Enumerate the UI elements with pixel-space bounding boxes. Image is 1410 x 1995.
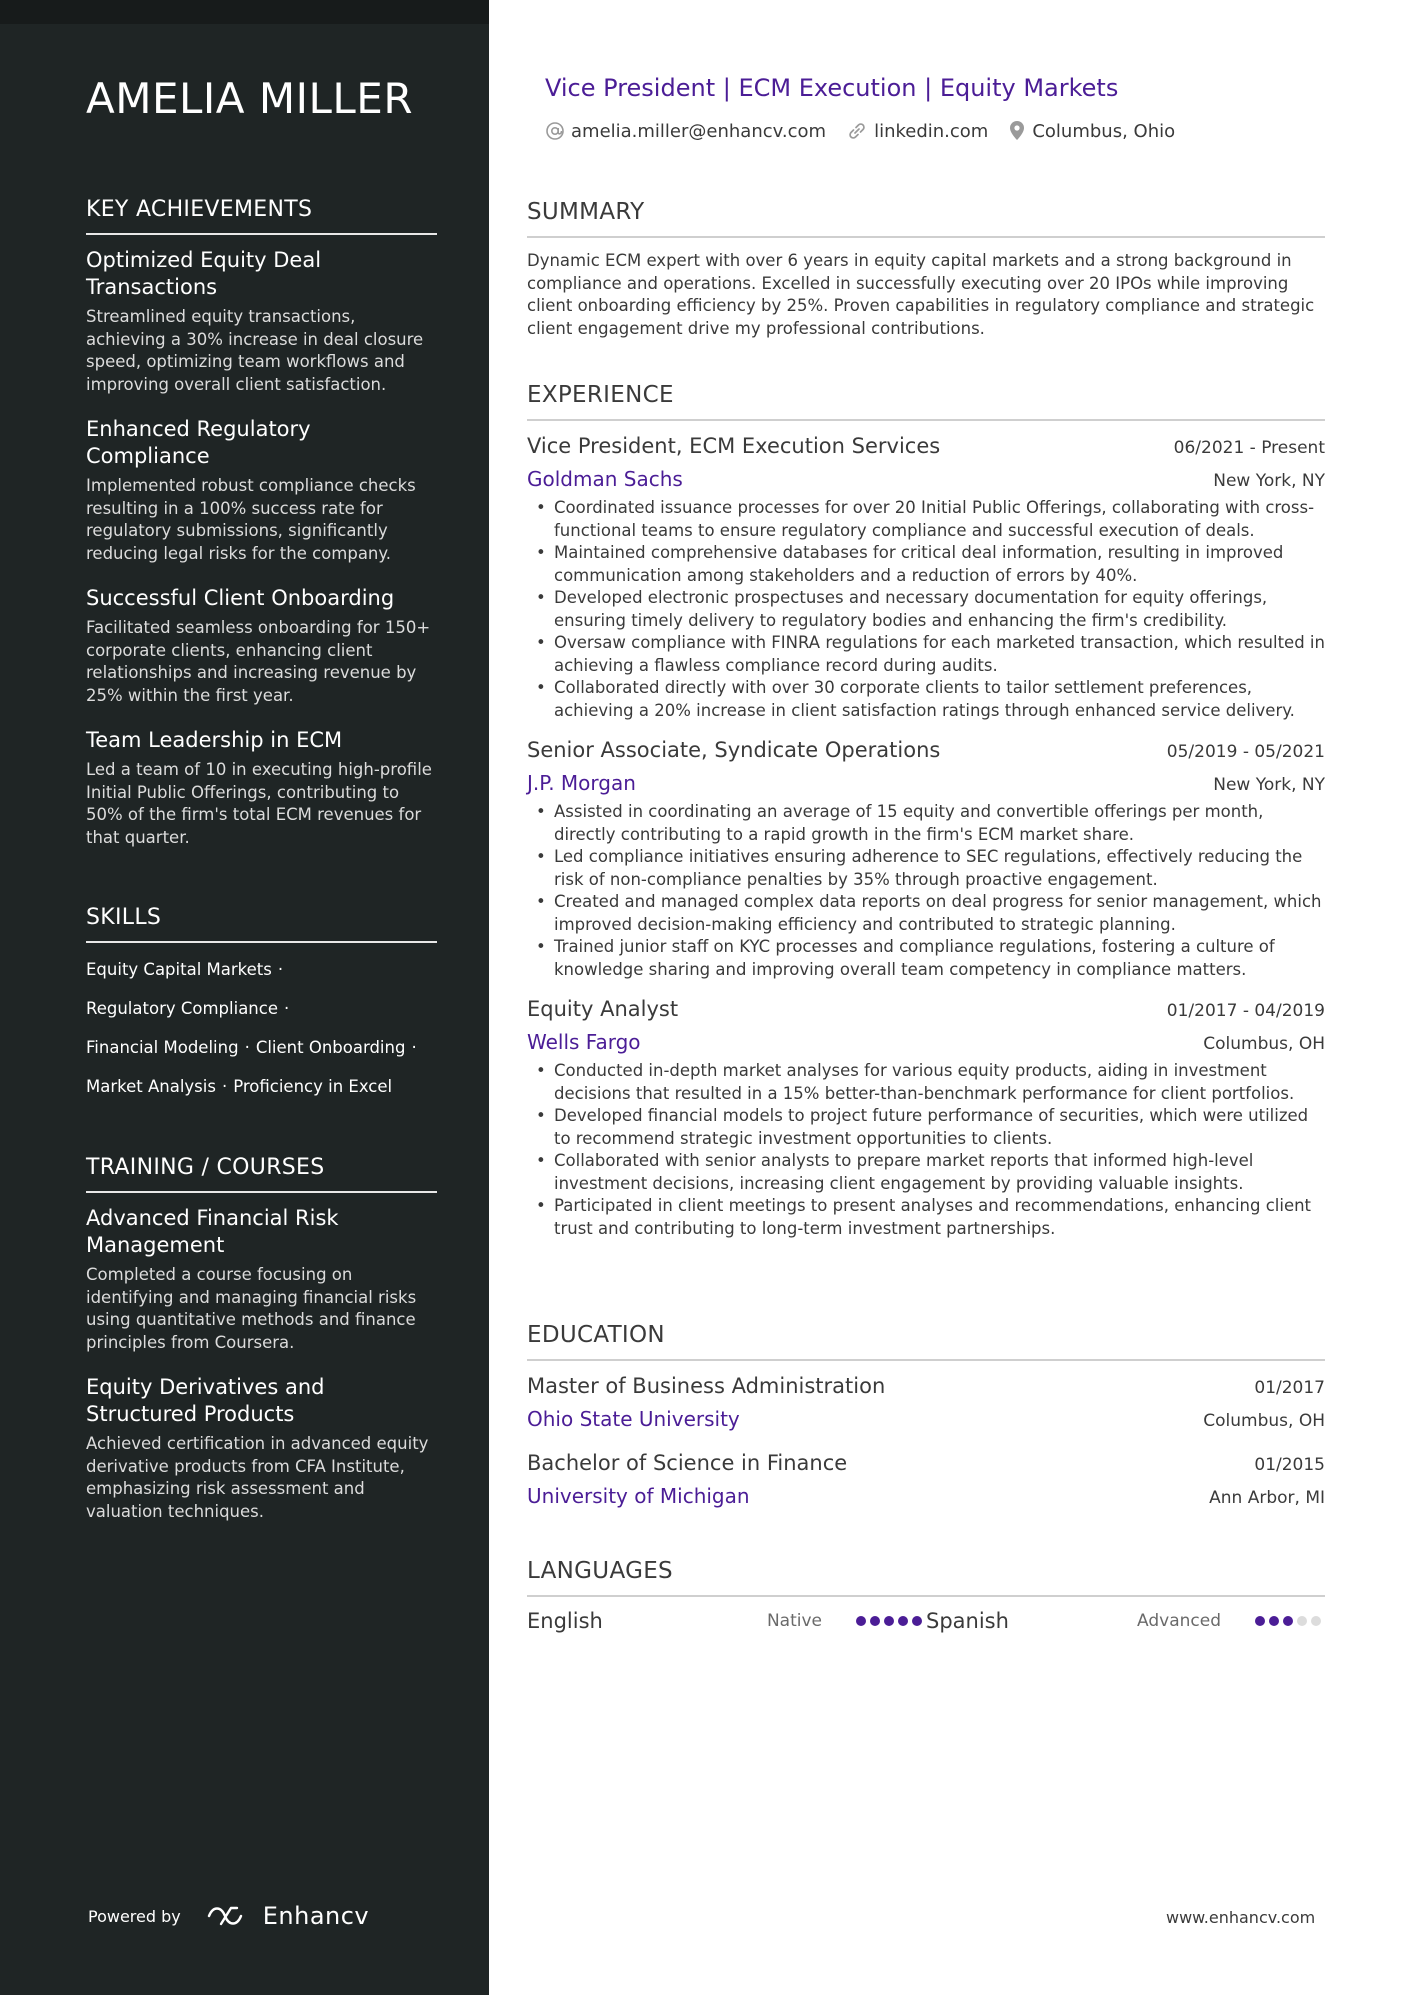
enhancv-logo-text: Enhancv <box>262 1902 370 1930</box>
education-entry <box>527 1374 1325 1431</box>
languages-section <box>527 1558 1325 1633</box>
candidate-name: AMELIA MILLER <box>86 74 414 123</box>
languages-list <box>527 1609 1325 1633</box>
language-name: English <box>527 1609 603 1633</box>
job-entry <box>527 738 1325 981</box>
skill-tag: Financial Modeling <box>86 1038 239 1057</box>
bullet-item: • Developed electronic prospectuses and necessary documentation for equity offerings, ensuring timely delivery to regulatory bodies and enhancing the firm's credibility. <box>527 587 1325 632</box>
rating-dot-empty <box>1311 1616 1321 1626</box>
bullet-item: • Created and managed complex data reports on deal progress for senior management, which improved decision-making efficiency and contributed to strategic planning. <box>527 891 1325 936</box>
powered-by <box>88 1902 369 1930</box>
rating-dot-filled <box>1255 1616 1265 1626</box>
achievement-description: Implemented robust compliance checks resulting in a 100% success rate for regulatory submissions, significantly reducing legal risks for the company. <box>86 476 416 563</box>
skill-separator: · <box>221 1077 228 1096</box>
job-bullets <box>527 1060 1325 1240</box>
achievement-title: Successful Client Onboarding <box>86 586 395 610</box>
language-rating <box>1255 1616 1325 1626</box>
achievement-item <box>86 727 437 849</box>
bullet-item: • Developed financial models to project future performance of securities, which were utilized to recommend strategic investment opportunities to clients. <box>527 1105 1325 1150</box>
website-link[interactable]: www.enhancv.com <box>1166 1908 1316 1927</box>
job-company: J.P. Morgan <box>527 771 636 795</box>
education-entry <box>527 1451 1325 1508</box>
section-heading: EDUCATION <box>527 1322 1325 1361</box>
rating-dot-empty <box>1297 1616 1307 1626</box>
skills-list <box>86 959 437 1115</box>
training-item <box>86 1374 437 1523</box>
job-company: Wells Fargo <box>527 1030 641 1054</box>
skills-section <box>86 905 437 1115</box>
powered-by-label: Powered by <box>88 1906 181 1926</box>
linkedin-text: linkedin.com <box>874 120 989 142</box>
bullet-item: • Coordinated issuance processes for over 20 Initial Public Offerings, collaborating with cross-functional teams to ensure regulatory compliance and successful execution of deals. <box>527 497 1325 542</box>
job-dates: 01/2017 - 04/2019 <box>1166 1001 1325 1021</box>
graduation-date: 01/2015 <box>1254 1455 1325 1475</box>
experience-section <box>527 382 1325 1240</box>
education-section <box>527 1322 1325 1508</box>
job-role: Vice President, ECM Execution Services <box>527 434 941 458</box>
bullet-item: • Maintained comprehensive databases for critical deal information, resulting in improved communication among stakeholders and a reduction of errors by 40%. <box>527 542 1325 587</box>
skill-row <box>86 1037 437 1076</box>
bullet-item: • Collaborated with senior analysts to prepare market reports that informed high-level investment decisions, increasing client engagement by providing valuable insights. <box>527 1150 1325 1195</box>
job-location: New York, NY <box>1213 775 1325 795</box>
bullet-item: • Led compliance initiatives ensuring adherence to SEC regulations, effectively reducing the risk of non-compliance penalties by 35% through proactive engagement. <box>527 846 1325 891</box>
achievement-title: Optimized Equity Deal Transactions <box>86 248 322 299</box>
bullet-item: • Collaborated directly with over 30 corporate clients to tailor settlement preferences, achieving a 20% increase in client satisfaction ratings through enhanced service delivery. <box>527 677 1325 722</box>
school-location: Ann Arbor, MI <box>1209 1488 1325 1508</box>
section-heading: TRAINING / COURSES <box>86 1155 437 1193</box>
rating-dot-filled <box>1269 1616 1279 1626</box>
contact-linkedin[interactable] <box>846 121 988 142</box>
training-description: Achieved certification in advanced equity derivative products from CFA Institute, emphasizing risk assessment and valuation techniques. <box>86 1434 429 1521</box>
key-achievements-section <box>86 197 437 849</box>
job-location: Columbus, OH <box>1203 1034 1325 1054</box>
job-entry <box>527 997 1325 1240</box>
section-heading: SKILLS <box>86 905 437 943</box>
rating-dot-filled <box>856 1616 866 1626</box>
job-location: New York, NY <box>1213 471 1325 491</box>
job-dates: 06/2021 - Present <box>1173 438 1325 458</box>
sidebar <box>0 0 489 1995</box>
rating-dot-filled <box>884 1616 894 1626</box>
contact-email[interactable] <box>545 121 826 142</box>
language-level: Native <box>766 1611 822 1631</box>
language-item <box>926 1609 1325 1633</box>
bullet-item: • Assisted in coordinating an average of 15 equity and convertible offerings per month, directly contributing to a rapid growth in the firm's ECM market share. <box>527 801 1325 846</box>
job-company: Goldman Sachs <box>527 467 683 491</box>
contact-location <box>1008 120 1175 142</box>
job-role: Equity Analyst <box>527 997 679 1021</box>
achievement-description: Led a team of 10 in executing high-profile Initial Public Offerings, contributing to 50% of the firm's total ECM revenues for that quarter. <box>86 760 432 847</box>
training-section <box>86 1155 437 1523</box>
degree: Master of Business Administration <box>527 1374 886 1398</box>
summary-text: Dynamic ECM expert with over 6 years in equity capital markets and a strong background in compliance and operations. Excelled in successfully executing over 20 IPOs while improving client onboarding efficiency by 25%. Proven capabilities in regulatory compliance and strategic client engagement drive my professional contributions. <box>527 251 1315 338</box>
school: Ohio State University <box>527 1407 740 1431</box>
bullet-item: • Participated in client meetings to present analyses and recommendations, enhancing client trust and contributing to long-term investment partnerships. <box>527 1195 1325 1240</box>
achievement-item <box>86 416 437 565</box>
skill-separator: · <box>277 960 284 979</box>
rating-dot-filled <box>870 1616 880 1626</box>
summary-section <box>527 199 1325 340</box>
location-text: Columbus, Ohio <box>1032 120 1176 142</box>
skill-tag: Equity Capital Markets <box>86 960 272 979</box>
at-icon <box>545 121 565 141</box>
job-bullets <box>527 497 1325 722</box>
job-entry <box>527 434 1325 722</box>
headline-title: Vice President | ECM Execution | Equity Markets <box>545 74 1119 102</box>
training-title: Advanced Financial Risk Management <box>86 1206 339 1257</box>
training-title: Equity Derivatives and Structured Products <box>86 1375 325 1426</box>
achievement-item <box>86 585 437 707</box>
location-pin-icon <box>1008 120 1026 142</box>
language-level: Advanced <box>1137 1611 1221 1631</box>
job-dates: 05/2019 - 05/2021 <box>1166 742 1325 762</box>
graduation-date: 01/2017 <box>1254 1378 1325 1398</box>
bullet-item: • Conducted in-depth market analyses for various equity products, aiding in investment decisions that resulted in a 15% better-than-benchmark performance for client portfolios. <box>527 1060 1325 1105</box>
skill-tag: Client Onboarding <box>255 1038 406 1057</box>
training-description: Completed a course focusing on identifying and managing financial risks using quantitative methods and finance principles from Coursera. <box>86 1265 417 1352</box>
skill-row <box>86 1076 437 1115</box>
achievement-description: Facilitated seamless onboarding for 150+ corporate clients, enhancing client relationships and increasing revenue by 25% within the first year. <box>86 618 431 705</box>
skill-tag: Regulatory Compliance <box>86 999 278 1018</box>
skill-separator: · <box>283 999 290 1018</box>
school-location: Columbus, OH <box>1203 1411 1325 1431</box>
degree: Bachelor of Science in Finance <box>527 1451 848 1475</box>
section-heading: KEY ACHIEVEMENTS <box>86 197 437 235</box>
achievement-description: Streamlined equity transactions, achieving a 30% increase in deal closure speed, optimizing team workflows and improving overall client satisfaction. <box>86 307 424 394</box>
sidebar-top-strip <box>0 0 489 24</box>
section-heading: EXPERIENCE <box>527 382 1325 421</box>
section-heading: LANGUAGES <box>527 1558 1325 1597</box>
job-bullets <box>527 801 1325 981</box>
rating-dot-filled <box>912 1616 922 1626</box>
link-icon <box>846 121 868 141</box>
enhancv-logo-icon <box>207 1904 253 1928</box>
job-role: Senior Associate, Syndicate Operations <box>527 738 941 762</box>
achievement-item <box>86 247 437 396</box>
section-heading: SUMMARY <box>527 199 1325 238</box>
skill-separator: · <box>244 1038 250 1057</box>
skill-separator: · <box>411 1038 417 1057</box>
language-rating <box>856 1616 926 1626</box>
enhancv-logo[interactable] <box>207 1902 369 1930</box>
language-item <box>527 1609 926 1633</box>
skill-row <box>86 998 437 1037</box>
achievement-title: Enhanced Regulatory Compliance <box>86 417 311 468</box>
school: University of Michigan <box>527 1484 750 1508</box>
achievement-title: Team Leadership in ECM <box>86 728 343 752</box>
bullet-item: • Oversaw compliance with FINRA regulations for each marketed transaction, which resulted in achieving a flawless compliance record during audits. <box>527 632 1325 677</box>
contact-bar <box>545 120 1195 142</box>
training-item <box>86 1205 437 1354</box>
skill-row <box>86 959 437 998</box>
email-text: amelia.miller@enhancv.com <box>571 120 827 142</box>
skill-tag: Market Analysis <box>86 1077 216 1096</box>
rating-dot-filled <box>898 1616 908 1626</box>
bullet-item: • Trained junior staff on KYC processes and compliance regulations, fostering a culture of knowledge sharing and improving overall team competency in compliance matters. <box>527 936 1325 981</box>
skill-tag: Proficiency in Excel <box>233 1077 393 1096</box>
language-name: Spanish <box>926 1609 1009 1633</box>
rating-dot-filled <box>1283 1616 1293 1626</box>
